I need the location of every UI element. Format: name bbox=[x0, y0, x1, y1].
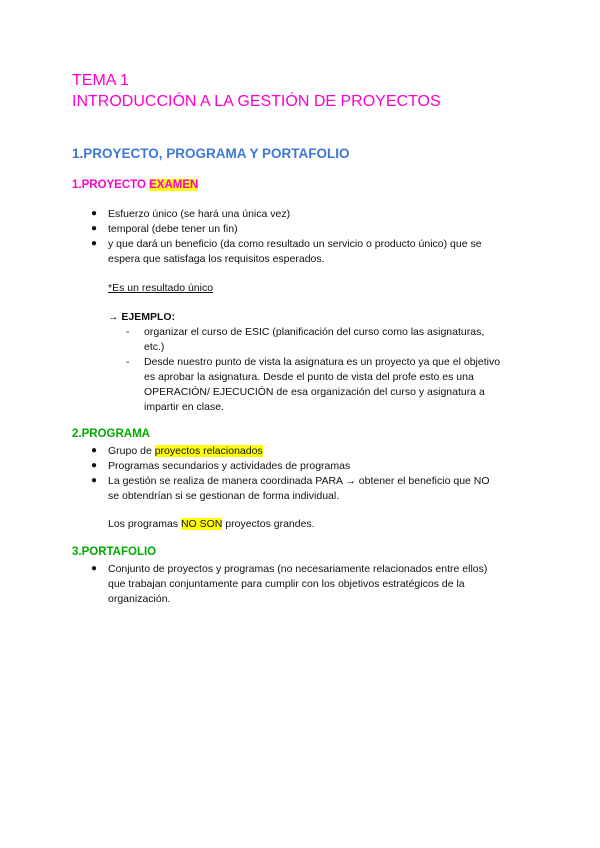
proyecto-heading bbox=[72, 179, 198, 191]
ejemplo-item-1: organizar el curso de ESIC (planificación del curso como las asignaturas, bbox=[144, 326, 485, 338]
bullet-icon: ● bbox=[91, 208, 98, 219]
bullet-icon: ● bbox=[91, 475, 98, 486]
proyecto-bullet-3-cont: espera que satisfaga los requisitos esperados. bbox=[108, 253, 325, 265]
programa-bullet-1-prefix: Grupo de bbox=[108, 445, 155, 457]
ejemplo-item-1-cont: etc.) bbox=[144, 341, 165, 353]
portafolio-line-2: que trabajan conjuntamente para cumplir con los objetivos estratégicos de la bbox=[108, 578, 465, 590]
no-son-highlight: NO SON bbox=[180, 518, 223, 530]
title-line-2: INTRODUCCIÓN A LA GESTIÓN DE PROYECTOS bbox=[72, 93, 441, 110]
section-heading: 1.PROYECTO, PROGRAMA Y PORTAFOLIO bbox=[72, 146, 350, 161]
bullet-icon: ● bbox=[91, 563, 98, 574]
bullet-icon: ● bbox=[91, 460, 98, 471]
proyecto-bullet-1: Esfuerzo único (se hará una única vez) bbox=[108, 208, 291, 220]
programa-note-suffix: proyectos grandes. bbox=[222, 518, 315, 530]
programa-bullet-3: La gestión se realiza de manera coordinada PARA → obtener el beneficio que NO bbox=[108, 475, 490, 487]
proyecto-note: *Es un resultado único bbox=[108, 282, 214, 294]
programa-note bbox=[108, 517, 315, 532]
portafolio-heading: 3.PORTAFOLIO bbox=[72, 546, 157, 558]
dash-icon: - bbox=[126, 356, 130, 368]
programa-bullet-3-cont: se obtendrían si se gestionan de forma individual. bbox=[108, 490, 340, 502]
ejemplo-item-2-line4: impartir en clase. bbox=[144, 401, 224, 413]
proyecto-bullet-3: y que dará un beneficio (da como resultado un servicio o producto único) que se bbox=[108, 238, 482, 250]
proyecto-bullet-2: temporal (debe tener un fin) bbox=[108, 223, 238, 235]
programa-bullet-2: Programas secundarios y actividades de programas bbox=[108, 460, 351, 472]
examen-highlight: EXAMEN bbox=[149, 179, 199, 191]
ejemplo-item-2-line2: es aprobar la asignatura. Desde el punto de vista del profe esto es una bbox=[144, 371, 474, 383]
proyecto-heading-text: 1.PROYECTO bbox=[72, 179, 146, 191]
proyectos-relacionados-highlight: proyectos relacionados bbox=[154, 445, 263, 457]
bullet-icon: ● bbox=[91, 223, 98, 234]
portafolio-line-1: Conjunto de proyectos y programas (no necesariamente relacionados entre ellos) bbox=[108, 563, 488, 575]
dash-icon: - bbox=[126, 326, 130, 338]
bullet-icon: ● bbox=[91, 445, 98, 456]
ejemplo-label: → EJEMPLO: bbox=[108, 311, 176, 323]
title-line-1: TEMA 1 bbox=[72, 72, 129, 89]
ejemplo-item-2: Desde nuestro punto de vista la asignatura es un proyecto ya que el objetivo bbox=[144, 356, 501, 368]
programa-bullet-1 bbox=[108, 444, 263, 459]
programa-heading: 2.PROGRAMA bbox=[72, 428, 150, 440]
portafolio-line-3: organización. bbox=[108, 593, 171, 605]
ejemplo-item-2-line3: OPERACIÓN/ EJECUCIÓN de esa organización del curso y asignatura a bbox=[144, 386, 485, 398]
bullet-icon: ● bbox=[91, 238, 98, 249]
programa-note-prefix: Los programas bbox=[108, 518, 181, 530]
